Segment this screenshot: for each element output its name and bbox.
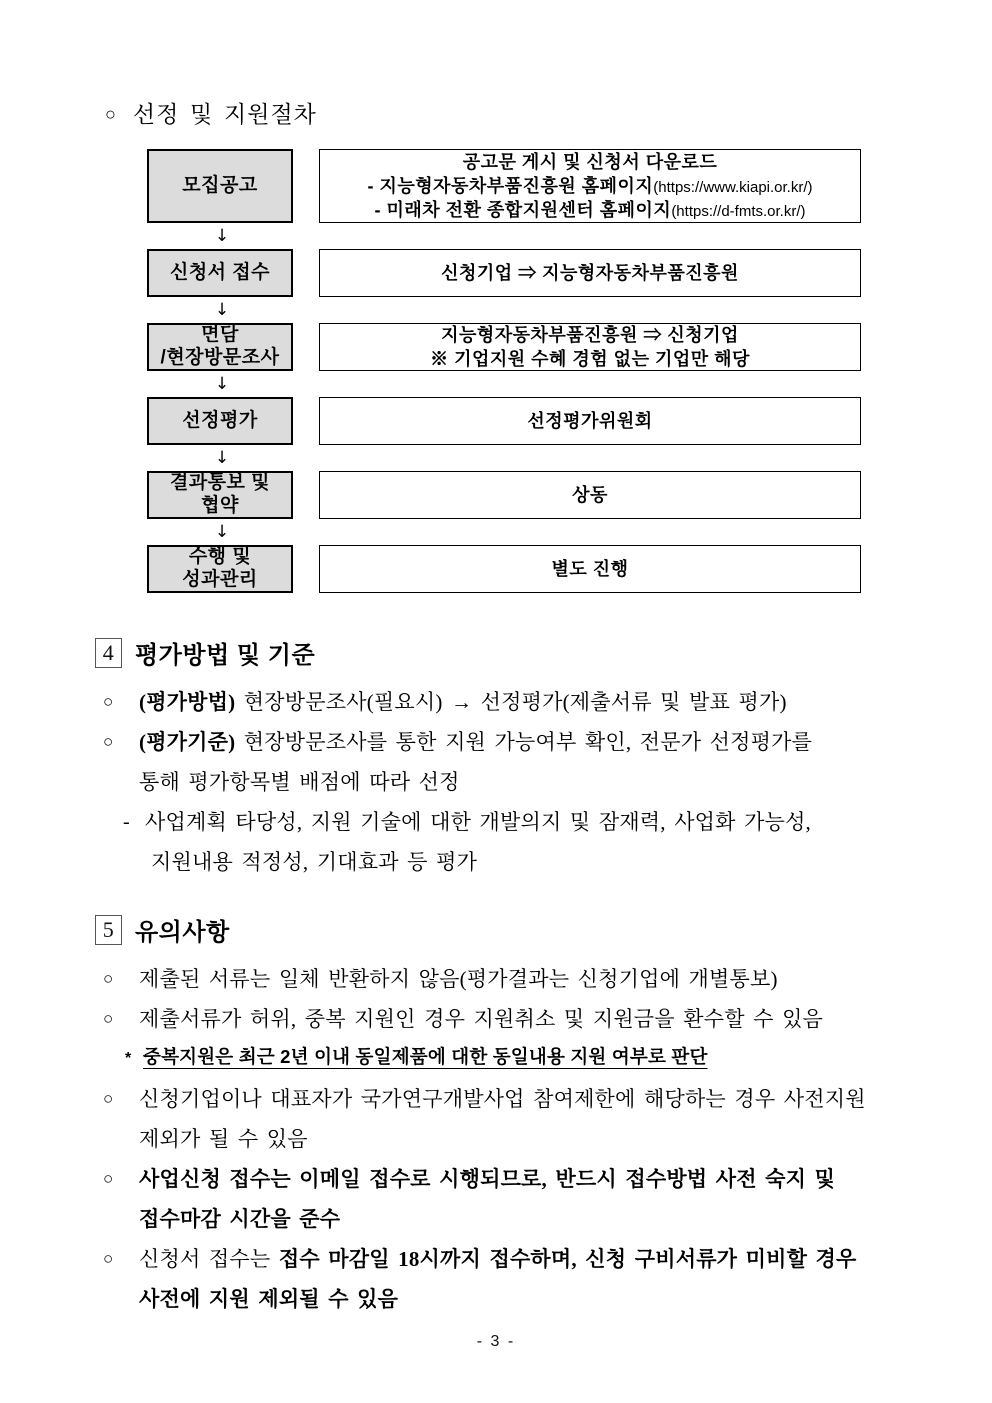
bullet-text xyxy=(139,722,902,802)
section-number-box: 5 xyxy=(95,915,122,945)
asterisk-icon: * xyxy=(125,1050,132,1067)
flow-detail-box xyxy=(319,545,861,593)
section-4-title: 평가방법 및 기준 xyxy=(135,642,316,669)
bullet-bold-text: (평가기준) xyxy=(139,730,236,754)
flow-step-label: 신청서 접수 xyxy=(169,261,271,283)
section-5-title: 유의사항 xyxy=(135,919,230,946)
flow-row-interview xyxy=(147,323,863,371)
bullet-continuation: 통해 평가항목별 배점에 따라 선정 xyxy=(139,770,460,794)
bullet-text xyxy=(139,682,902,722)
note-duplicate-criteria xyxy=(125,1041,902,1075)
circle-bullet-icon: ○ xyxy=(103,1169,114,1188)
flow-step-label: 모집공고 xyxy=(182,174,258,196)
flow-row-notification xyxy=(147,471,863,519)
bullet-rest-text: 신청기업이나 대표자가 국가연구개발사업 참여제한에 해당하는 경우 사전지원 xyxy=(139,1087,866,1111)
flow-row-application xyxy=(147,249,863,297)
section-4-heading xyxy=(95,635,902,670)
bullet-text xyxy=(145,802,902,882)
flow-step-box xyxy=(147,249,293,297)
bullet-continuation: 접수마감 시간을 준수 xyxy=(139,1207,341,1231)
flow-detail-link-line xyxy=(374,198,805,222)
flow-link-label: - 지능형자동차부품진흥원 홈페이지 xyxy=(367,175,654,196)
flow-step-box xyxy=(147,149,293,223)
flow-detail-text: 별도 진행 xyxy=(551,558,629,579)
flow-row-execution xyxy=(147,545,863,593)
bullet-rest-text: 신청서 접수는 xyxy=(139,1247,279,1271)
bullet-participation-restriction xyxy=(103,1079,902,1159)
bullet-bold-text: 사업신청 접수는 이메일 접수로 시행되므로, 반드시 접수방법 사전 숙지 및 xyxy=(139,1167,836,1191)
bullet-rest-text: 현장방문조사를 통한 지원 가능여부 확인, 전문가 선정평가를 xyxy=(235,730,813,754)
circle-bullet-icon: ○ xyxy=(103,1089,114,1108)
bullet-continuation: 지원내용 적정성, 기대효과 등 평가 xyxy=(151,850,478,874)
bullet-rest-text: 현장방문조사(필요시) → 선정평가(제출서류 및 발표 평가) xyxy=(235,690,787,714)
bullet-text xyxy=(139,1159,902,1239)
circle-bullet-icon: ○ xyxy=(103,692,114,711)
flow-link-url: (https://www.kiapi.or.kr/) xyxy=(653,178,813,196)
flow-detail-text: 지능형자동차부품진흥원 ⇒ 신청기업 xyxy=(441,324,739,345)
bullet-text: 제출서류가 허위, 중복 지원인 경우 지원취소 및 지원금을 환수할 수 있음 xyxy=(139,1007,824,1031)
bullet-email-submission xyxy=(103,1159,902,1239)
flow-step-box xyxy=(147,397,293,445)
flow-detail-box xyxy=(319,397,861,445)
bullet-bold-text: (평가방법) xyxy=(139,690,236,714)
page-number: - 3 - xyxy=(476,1333,516,1350)
flow-step-box xyxy=(147,545,293,593)
flow-row-recruitment xyxy=(147,149,863,223)
flow-detail-text: ※ 기업지원 수혜 경험 없는 기업만 해당 xyxy=(430,349,750,369)
bullet-continuation: 사전에 지원 제외될 수 있음 xyxy=(139,1287,399,1311)
flow-step-label: 성과관리 xyxy=(182,569,258,590)
flow-step-label: /현장방문조사 xyxy=(160,347,280,368)
flow-detail-text: 선정평가위원회 xyxy=(527,410,653,431)
bullet-eval-criteria xyxy=(103,722,902,802)
down-arrow-icon: ↓ xyxy=(214,300,230,320)
bullet-eval-method xyxy=(103,682,902,722)
section-5-heading xyxy=(95,912,902,947)
flow-detail-link-line xyxy=(367,174,812,198)
section-5-body xyxy=(103,959,902,1319)
flow-detail-box xyxy=(319,471,861,519)
bullet-continuation: 제외가 될 수 있음 xyxy=(139,1127,308,1151)
bullet-bold-text: 접수 마감일 18시까지 접수하며, 신청 구비서류가 미비할 경우 xyxy=(278,1247,857,1271)
down-arrow-icon: ↓ xyxy=(214,522,230,542)
flow-link-label: - 미래차 전환 종합지원센터 홈페이지 xyxy=(374,200,672,221)
process-flowchart xyxy=(147,149,863,593)
down-arrow-icon: ↓ xyxy=(214,374,230,394)
section-number-box: 4 xyxy=(95,638,122,668)
flow-step-label: 결과통보 및 xyxy=(169,472,271,494)
bullet-deadline xyxy=(103,1239,902,1319)
section-4-body xyxy=(103,682,902,882)
circle-bullet-icon: ○ xyxy=(103,969,114,988)
flow-detail-box xyxy=(319,149,861,223)
sub-bullet-criteria-detail xyxy=(123,802,902,882)
flow-row-evaluation xyxy=(147,397,863,445)
circle-bullet-icon: ○ xyxy=(103,732,114,751)
bullet-rest-text: 사업계획 타당성, 지원 기술에 대한 개발의지 및 잠재력, 사업화 가능성, xyxy=(145,810,812,834)
bullet-text xyxy=(139,1239,902,1319)
intro-title-line xyxy=(105,96,902,129)
flow-detail-title: 공고문 게시 및 신청서 다운로드 xyxy=(462,151,718,172)
circle-bullet-icon: ○ xyxy=(105,104,117,124)
flow-detail-box xyxy=(319,323,861,371)
flow-step-label: 협약 xyxy=(201,495,239,516)
flow-detail-text: 상동 xyxy=(572,484,608,505)
flow-detail-text: 신청기업 ⇒ 지능형자동차부품진흥원 xyxy=(441,262,739,283)
circle-bullet-icon: ○ xyxy=(103,1249,114,1268)
flow-step-label: 선정평가 xyxy=(182,409,258,431)
circle-bullet-icon: ○ xyxy=(103,1009,114,1028)
flow-step-label: 수행 및 xyxy=(188,546,252,568)
bullet-false-duplicate xyxy=(103,999,902,1039)
intro-title: 선정 및 지원절차 xyxy=(132,102,317,127)
flow-step-box xyxy=(147,471,293,519)
flow-detail-box xyxy=(319,249,861,297)
flow-link-url: (https://d-fmts.or.kr/) xyxy=(671,203,806,221)
bullet-text xyxy=(139,1079,902,1159)
flow-step-box xyxy=(147,323,293,371)
bullet-text: 제출된 서류는 일체 반환하지 않음(평가결과는 신청기업에 개별통보) xyxy=(139,967,778,991)
flow-step-label: 면담 xyxy=(201,324,239,346)
down-arrow-icon: ↓ xyxy=(214,448,230,468)
dash-bullet-icon: - xyxy=(123,811,130,833)
down-arrow-icon: ↓ xyxy=(214,226,230,246)
bullet-no-return xyxy=(103,959,902,999)
note-text: 중복지원은 최근 2년 이내 동일제품에 대한 동일내용 지원 여부로 판단 xyxy=(143,1046,708,1067)
